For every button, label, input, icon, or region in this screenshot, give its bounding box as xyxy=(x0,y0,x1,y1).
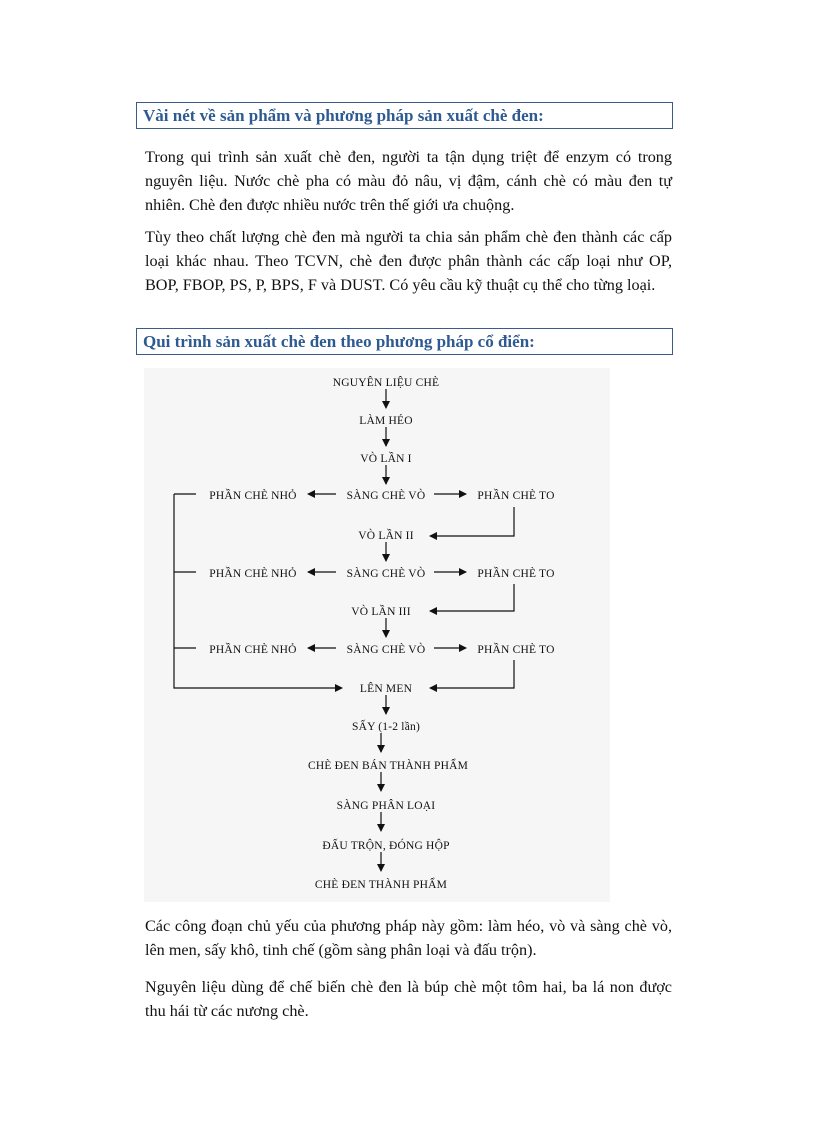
node-small-3: PHẦN CHÈ NHỎ xyxy=(209,644,297,656)
node-raw-material: NGUYÊN LIỆU CHÈ xyxy=(332,377,440,389)
node-large-3: PHẦN CHÈ TO xyxy=(477,644,555,656)
node-sift-1: SÀNG CHÈ VÒ xyxy=(346,490,426,502)
node-sorting: SÀNG PHÂN LOẠI xyxy=(336,800,436,812)
arrow-large2-to-rolling3 xyxy=(430,584,514,611)
node-rolling-3: VÒ LẦN III xyxy=(351,606,411,618)
section-heading-process: Qui trình sản xuất chè đen theo phương pháp cổ điển: xyxy=(136,328,673,355)
section-heading-product: Vài nét về sản phẩm và phương pháp sản xuất chè đen: xyxy=(136,102,673,129)
arrow-collector-to-fermentation xyxy=(174,494,342,688)
arrow-large3-to-fermentation xyxy=(430,660,514,688)
node-small-1: PHẦN CHÈ NHỎ xyxy=(209,490,297,502)
node-drying: SẤY (1-2 lần) xyxy=(352,721,420,733)
paragraph-intro: Trong qui trình sản xuất chè đen, người ta tận dụng triệt để enzym có trong nguyên liệu. Nước chè pha có màu đỏ nâu, vị đậm, cánh chè có màu đen tự nhiên. Chè đen được nhiều nước trên thế giới ưa chuộng. xyxy=(145,148,672,214)
node-blending: ĐẤU TRỘN, ĐÓNG HỘP xyxy=(322,840,450,852)
node-sift-3: SÀNG CHÈ VÒ xyxy=(346,644,426,656)
node-rolling-2: VÒ LẦN II xyxy=(358,530,414,542)
paragraph-grades: Tùy theo chất lượng chè đen mà người ta chia sản phẩm chè đen thành các cấp loại khác nhau. Theo TCVN, chè đen được phân thành các cấp loại như OP, BOP, FBOP, PS, P, BPS, F và DUST. Có yêu cầu kỹ thuật cụ thể cho từng loại. xyxy=(145,228,672,294)
paragraph-main-stages: Các công đoạn chủ yếu của phương pháp này gồm: làm héo, vò và sàng chè vò, lên men, sấy khô, tinh chế (gồm sàng phân loại và đấu trộn). xyxy=(145,917,672,959)
node-final-product: CHÈ ĐEN THÀNH PHẨM xyxy=(314,879,448,891)
node-fermentation: LÊN MEN xyxy=(359,683,413,695)
node-small-2: PHẦN CHÈ NHỎ xyxy=(209,568,297,580)
node-sift-2: SÀNG CHÈ VÒ xyxy=(346,568,426,580)
paragraph-raw-material: Nguyên liệu dùng để chế biến chè đen là búp chè một tôm hai, ba lá non được thu hái từ các nương chè. xyxy=(145,978,672,1020)
node-large-1: PHẦN CHÈ TO xyxy=(477,490,555,502)
node-rolling-1: VÒ LẦN I xyxy=(360,453,412,465)
node-large-2: PHẦN CHÈ TO xyxy=(477,568,555,580)
node-withering: LÀM HÉO xyxy=(359,415,413,427)
node-semi-product: CHÈ ĐEN BÁN THÀNH PHẨM xyxy=(307,760,469,772)
arrow-large1-to-rolling2 xyxy=(430,507,514,536)
